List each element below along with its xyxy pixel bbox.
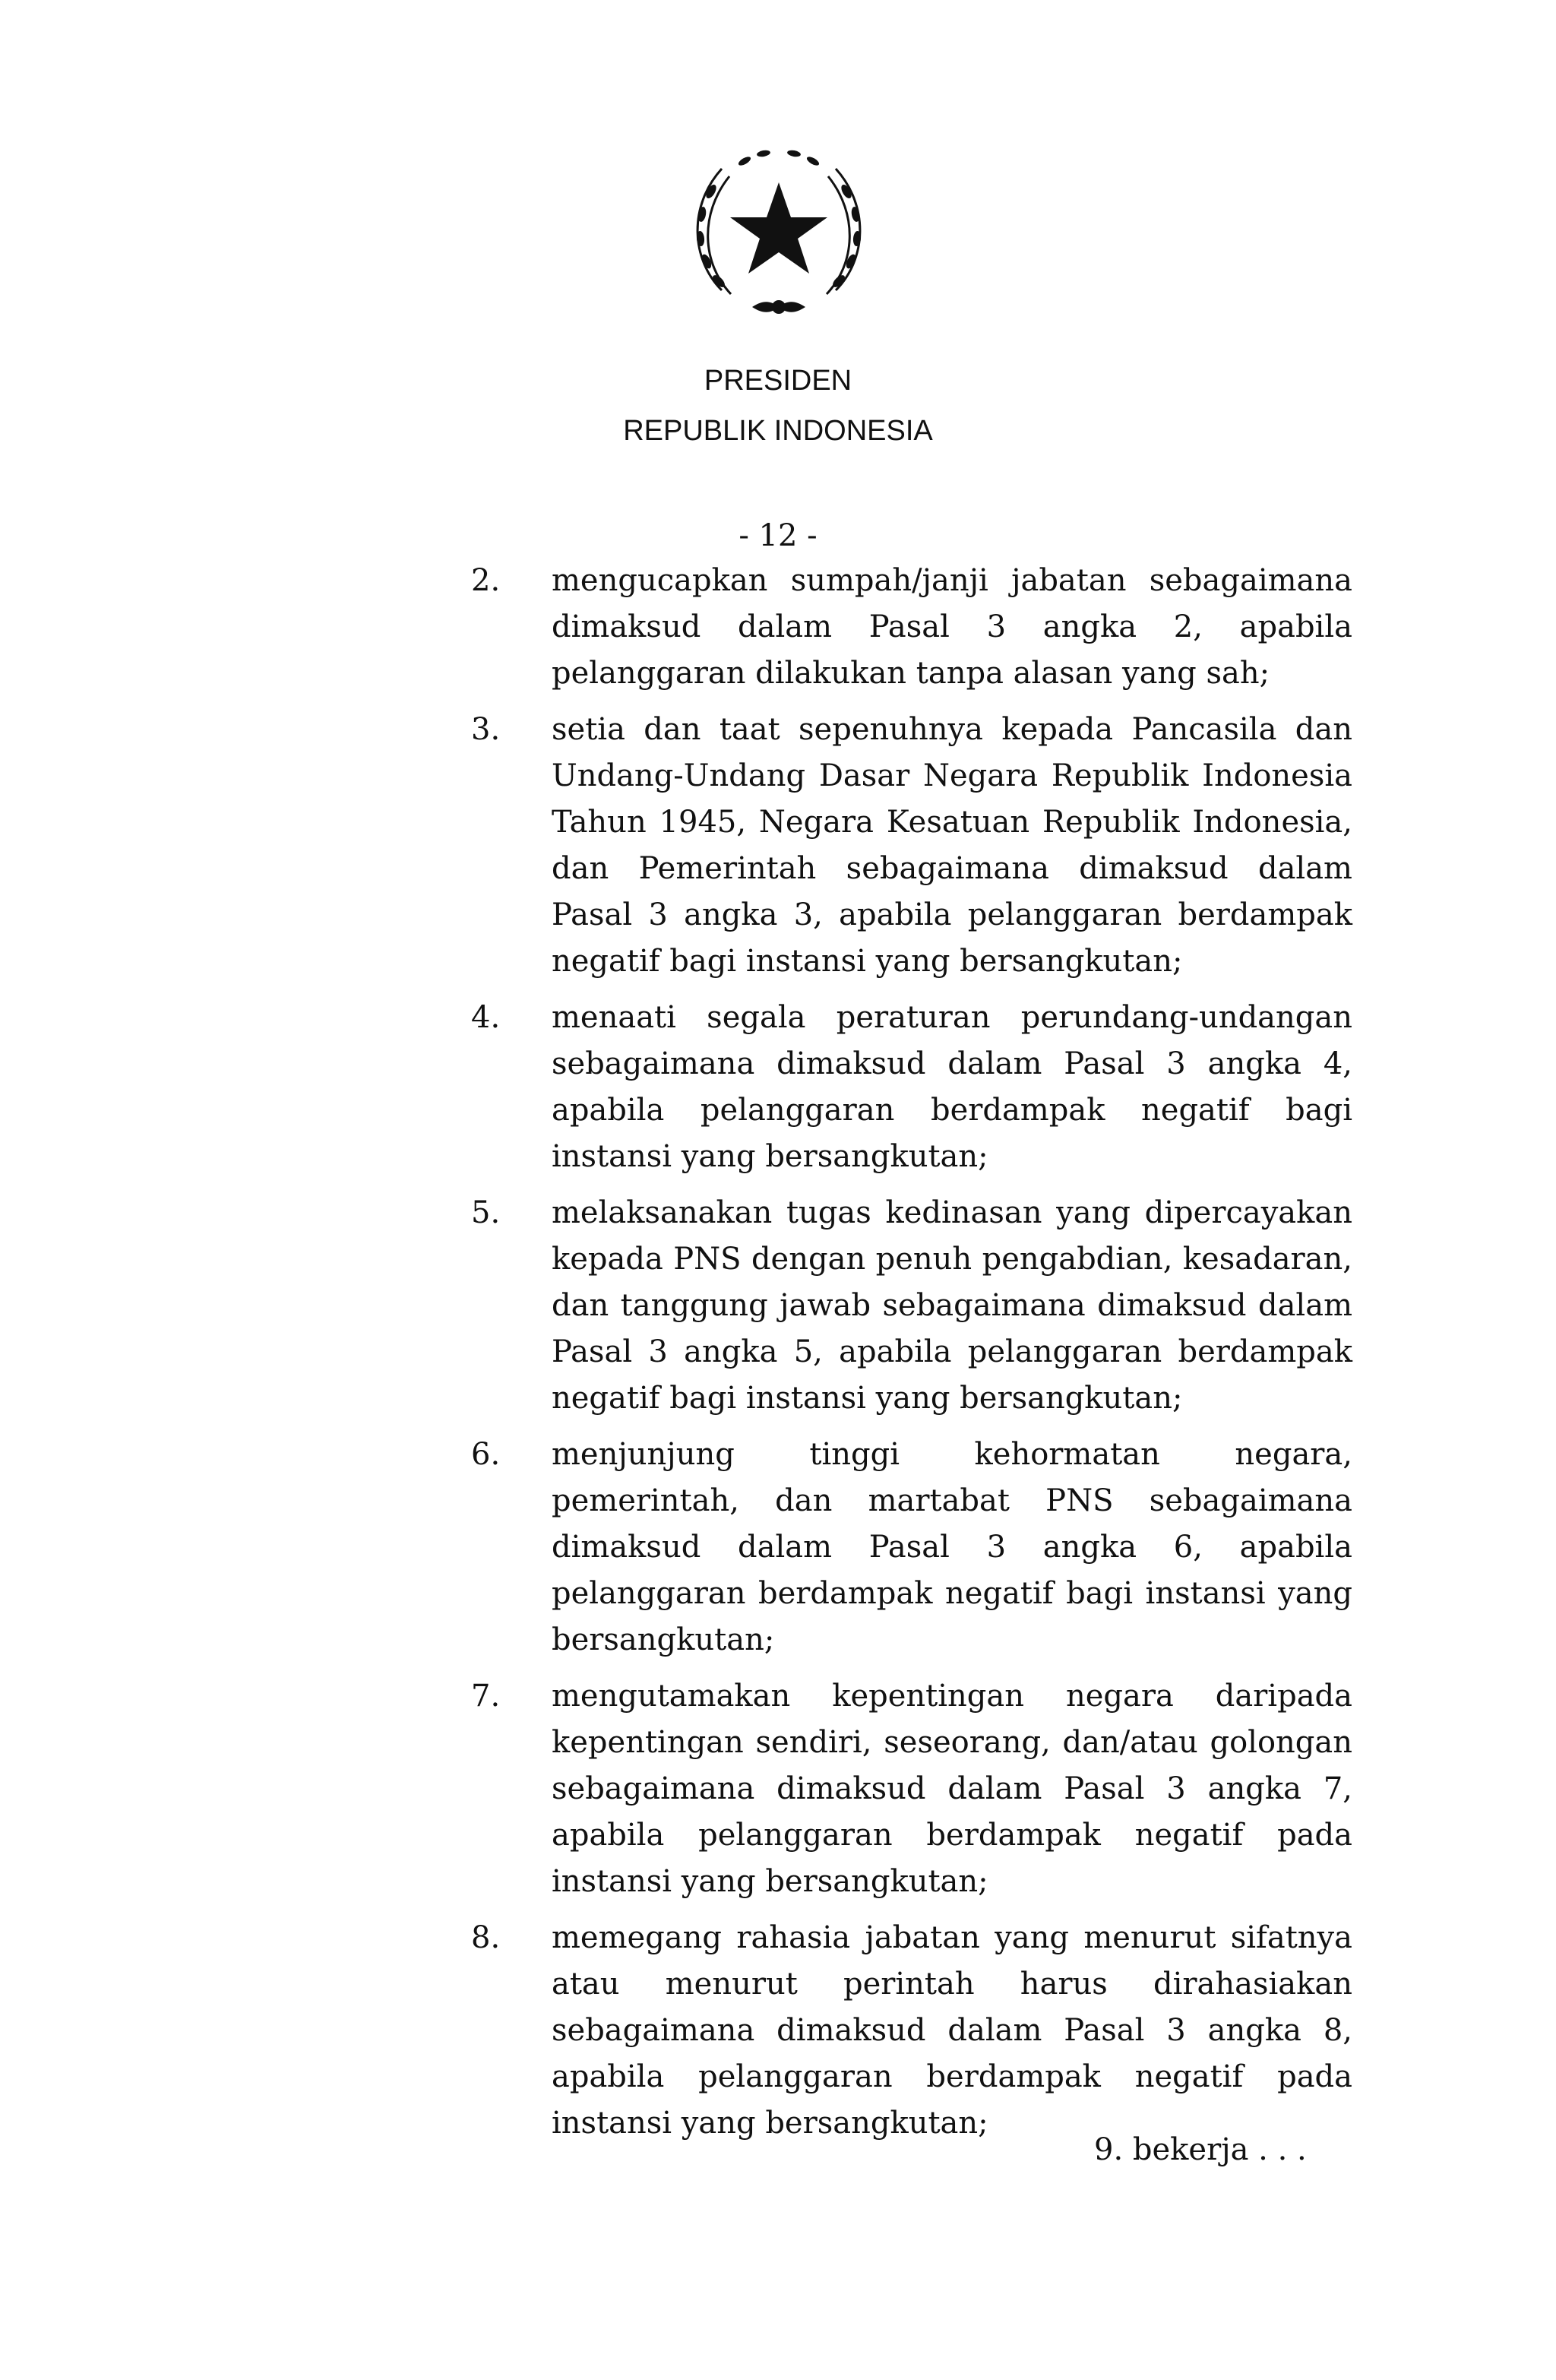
garuda-star-emblem-icon (676, 138, 881, 336)
list-item (471, 995, 1352, 1180)
item-number: 4. (471, 1000, 501, 1035)
item-number: 7. (471, 1679, 501, 1714)
list-item (471, 707, 1352, 985)
item-text: setia dan taat sepenuhnya kepada Pancasila dan Undang-Undang Dasar Negara Republik Indonesia Tahun 1945, Negara Kesatuan Republik Indonesia, dan Pemerintah sebagaimana dimaksud dalam Pasal 3 angka 3, apabila pelanggaran berdampak negatif bagi instansi yang bersangkutan; (552, 712, 1352, 979)
list-item (471, 1432, 1352, 1663)
item-number: 2. (471, 563, 501, 598)
item-number: 5. (471, 1195, 501, 1230)
continuation-note: 9. bekerja . . . (1094, 2132, 1307, 2167)
provision-list (471, 558, 1352, 2157)
item-number: 3. (471, 712, 501, 747)
item-number: 8. (471, 1920, 501, 1955)
item-number: 6. (471, 1437, 501, 1472)
header-title-president: PRESIDEN (704, 365, 852, 397)
item-text: memegang rahasia jabatan yang menurut sifatnya atau menurut perintah harus dirahasiakan sebagaimana dimaksud dalam Pasal 3 angka 8, apabila pelanggaran berdampak negatif pada instansi yang bersangkutan; (552, 1920, 1352, 2141)
page-number: - 12 - (738, 518, 818, 553)
item-text: menaati segala peraturan perundang-undangan sebagaimana dimaksud dalam Pasal 3 angka 4, apabila pelanggaran berdampak negatif bagi instansi yang bersangkutan; (552, 1000, 1352, 1174)
item-text: mengucapkan sumpah/janji jabatan sebagaimana dimaksud dalam Pasal 3 angka 2, apabila pelanggaran dilakukan tanpa alasan yang sah; (552, 563, 1352, 691)
list-item (471, 558, 1352, 697)
item-text: mengutamakan kepentingan negara daripada kepentingan sendiri, seseorang, dan/atau golongan sebagaimana dimaksud dalam Pasal 3 angka 7, apabila pelanggaran berdampak negatif pada instansi yang bersangkutan; (552, 1679, 1352, 1899)
item-text: melaksanakan tugas kedinasan yang dipercayakan kepada PNS dengan penuh pengabdian, kesadaran, dan tanggung jawab sebagaimana dimaksud dalam Pasal 3 angka 5, apabila pelanggaran berdampak negatif bagi instansi yang bersangkutan; (552, 1195, 1352, 1416)
item-text: menjunjung tinggi kehormatan negara, pemerintah, dan martabat PNS sebagaimana dimaksud dalam Pasal 3 angka 6, apabila pelanggaran berdampak negatif bagi instansi yang bersangkutan; (552, 1437, 1352, 1657)
header-title-republic: REPUBLIK INDONESIA (623, 415, 933, 447)
list-item (471, 1190, 1352, 1422)
list-item (471, 1673, 1352, 1905)
list-item (471, 1915, 1352, 2147)
